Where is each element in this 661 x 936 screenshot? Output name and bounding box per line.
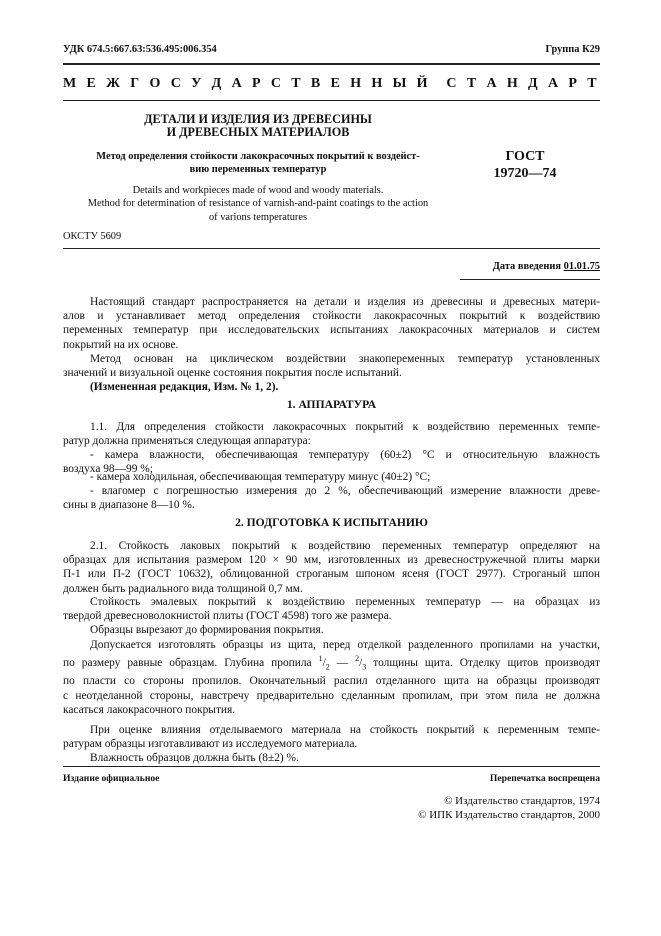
section-2-paragraph-5	[63, 723, 600, 751]
fraction-denominator: 2	[325, 662, 330, 672]
section-2-paragraph-4	[63, 638, 600, 717]
top-rule	[63, 63, 600, 65]
text-line: касаться лакокрасочного покрытия.	[63, 703, 236, 716]
banner-left: М Е Ж Г О С У Д А Р С Т В Е Н Н Ы Й	[63, 76, 431, 91]
equipment-item-3	[63, 484, 600, 512]
method-line-2: вию переменных температур	[189, 164, 327, 175]
intro-date	[493, 261, 600, 272]
fraction-dash: —	[336, 657, 349, 669]
group-code: Группа К29	[545, 44, 600, 55]
banner-right: С Т А Н Д А Р Т	[446, 76, 600, 91]
text-line: алов и устанавливает метод определения стойкости лакокрасочных покрытий к воздействию	[63, 310, 600, 323]
text-line: Метод основан на циклическом воздействии знакопеременных температур установленных	[90, 353, 600, 365]
text-line: должен быть радиального вида толщиной 0,7 мм.	[63, 582, 303, 595]
intro-paragraph-2	[63, 352, 600, 380]
text-line: переменных температур при исследовательских испытаниях лакокрасочных материалов и систем	[63, 324, 600, 337]
section-2-paragraph-1	[63, 539, 600, 596]
title-rule	[63, 248, 600, 249]
text-line: значений и визуальной оценке состояния покрытия после испытаний.	[63, 367, 402, 380]
section-2-paragraph-6: Влажность образцов должна быть (8±2) %.	[90, 752, 299, 764]
copyright-1974: © Издательство стандартов, 1974	[444, 795, 600, 807]
section-2-paragraph-3: Образцы вырезают до формирования покрытия.	[90, 624, 324, 636]
text-line: с неотделанной стороны, навстречу предварительно сделанным пропилам, при этом пила не должна	[63, 689, 600, 702]
text-line: При оценке влияния отделываемого материала на стойкость покрытий к переменным темпе-	[90, 724, 600, 736]
text-line: Допускается изготовлять образцы из щита, перед отделкой разделенного пропилами на участки,	[90, 639, 600, 651]
intro-date-value: 01.01.75	[563, 261, 600, 272]
text-fragment: толщины щита. Отделку щитов производят	[373, 657, 600, 669]
section-2-paragraph-2	[63, 595, 600, 623]
text-line: ратур должна применяться следующая аппаратура:	[63, 435, 311, 448]
text-line: сины в диапазоне 8—10 %.	[63, 499, 195, 512]
udk-code: УДК 674.5:667.63:536.495:006.354	[63, 44, 217, 55]
text-line: по пласти со стороны пропилов. Окончательный распил отделанного щита на образцы производят	[63, 675, 600, 688]
section-2-heading: 2. ПОДГОТОВКА К ИСПЫТАНИЮ	[235, 516, 428, 529]
english-line-2: Method for determination of resistance of varnish-and-paint coatings to the action	[87, 198, 429, 210]
gost-label: ГОСТ	[505, 149, 545, 164]
gost-designation	[480, 148, 570, 182]
reprint-notice: Перепечатка воспрещена	[489, 773, 600, 784]
text-line: 1.1. Для определения стойкости лакокрасочных покрытий к воздействию переменных темпе-	[90, 421, 600, 433]
text-line: - влагомер с погрешностью измерения до 2 %, обеспечивающий измерение влажности древе-	[90, 485, 600, 497]
title-line-1: ДЕТАЛИ И ИЗДЕЛИЯ ИЗ ДРЕВЕСИНЫ	[144, 112, 372, 126]
text-line: Настоящий стандарт распространяется на детали и изделия из древесины и древесных матери-	[90, 296, 600, 308]
text-fragment: по размеру равные образцам. Глубина пропила	[63, 657, 312, 669]
revision-note: (Измененная редакция, Изм. № 1, 2).	[90, 381, 279, 393]
text-line-with-fraction	[63, 652, 600, 674]
copyright-2000: © ИПК Издательство стандартов, 2000	[418, 809, 600, 821]
method-line-1: Метод определения стойкости лакокрасочных покрытий к воздейст-	[96, 151, 420, 162]
text-line: ратурам образцы изготавливают из исследуемого материала.	[63, 738, 358, 751]
okstu-code: ОКСТУ 5609	[63, 231, 122, 242]
section-1-paragraph-1	[63, 420, 600, 448]
equipment-item-2: - камера холодильная, обеспечивающая температуру минус (40±2) °С;	[90, 471, 431, 483]
gost-number: 19720—74	[493, 166, 557, 181]
text-line: П-1 или П-2 (ГОСТ 10632), облицованной строганым шпоном ясеня (ГОСТ 2977). Строганый шпон	[63, 568, 600, 581]
banner-rule	[63, 100, 600, 101]
english-line-1: Details and workpieces made of wood and woody materials.	[132, 185, 384, 196]
text-line: - камера влажности, обеспечивающая температуру (60±2) °С и относительную влажность	[90, 449, 600, 461]
title-line-2: И ДРЕВЕСНЫХ МАТЕРИАЛОВ	[166, 125, 350, 139]
english-line-3: of varions temperatures	[208, 211, 308, 223]
fraction-numerator: 2	[355, 654, 360, 664]
method-title	[63, 150, 453, 176]
fraction-expression: $^1/_2$ — $^2/_3$	[318, 654, 367, 672]
fraction-denominator: 3	[362, 662, 367, 672]
text-line: 2.1. Стойкость лаковых покрытий к воздействию переменных температур определяют на	[90, 540, 600, 552]
official-edition: Издание официальное	[63, 773, 160, 784]
text-line: твердой древесноволокнистой плиты (ГОСТ 4598) того же размера.	[63, 610, 392, 623]
intro-paragraph-1	[63, 295, 600, 352]
text-line: покрытий на их основе.	[63, 338, 179, 351]
footer-rule	[63, 766, 600, 767]
section-1-heading: 1. АППАРАТУРА	[286, 398, 377, 411]
english-title	[63, 184, 453, 224]
text-line: образцах для испытания размером 120 × 90 мм, изготовленных из древесностружечной плиты марки	[63, 554, 600, 567]
fraction-numerator: 1	[318, 654, 323, 664]
text-line: Стойкость эмалевых покрытий к воздействию переменных температур — на образцах из	[90, 596, 600, 608]
date-rule	[460, 279, 600, 280]
text-line: воздуха 98—99 %;	[63, 463, 153, 476]
intro-date-label: Дата введения	[492, 261, 562, 272]
page-title	[63, 113, 453, 139]
